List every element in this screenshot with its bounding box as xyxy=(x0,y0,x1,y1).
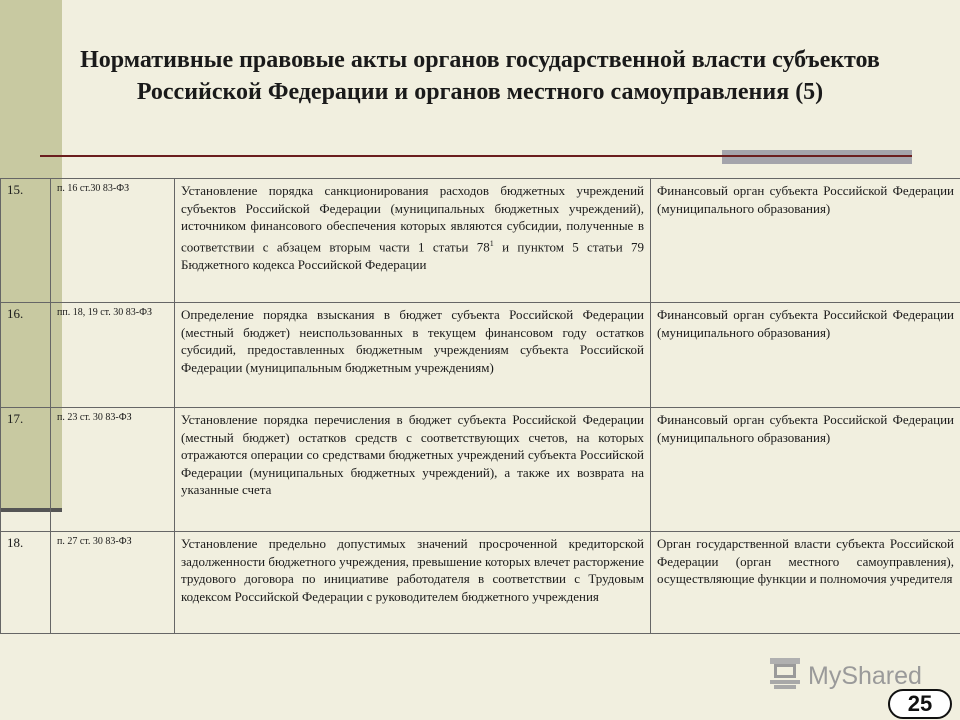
mortarboard-icon xyxy=(768,656,802,697)
table-row xyxy=(1,408,960,532)
act-description: Установление порядка перечисления в бюджет субъекта Российской Федерации (местный бюджет) остатков средств с соответствующих счетов, на которых отражаются операции со средствами бюджетных учреждений субъекта Российской Федерации (муниципальных бюджетных учреждений), а также их возврата на указанные счета xyxy=(175,408,651,532)
act-description-part: Установление порядка санкционирования расходов бюджетных учреждений субъектов Российской Федерации (муниципальных бюджетных учреждений), источником финансового обеспечения которых являются субсидии, полученные в соответствии с абзацем вторым части 1 статьи 78 xyxy=(181,183,644,255)
row-number: 16. xyxy=(1,303,51,408)
row-number: 18. xyxy=(1,532,51,634)
act-description: Определение порядка взыскания в бюджет субъекта Российской Федерации (местный бюджет) неиспользованных в текущем финансовом году остатков субсидий, предоставленных бюджетным учреждениям субъекта Российской Федерации (муниципальным бюджетным учреждениям) xyxy=(175,303,651,408)
title-accent-bar xyxy=(722,150,912,164)
responsible-organ: Финансовый орган субъекта Российской Федерации (муниципального образования) xyxy=(651,303,960,408)
superscript: 1 xyxy=(489,238,494,248)
page-number-badge: 25 xyxy=(888,689,952,719)
act-description xyxy=(175,179,651,303)
table-row xyxy=(1,532,960,634)
watermark-text: MyShared xyxy=(808,661,922,690)
law-reference: пп. 18, 19 ст. 30 83-ФЗ xyxy=(51,303,175,408)
act-description-part: и пунктом 5 статьи 79 Бюджетного кодекса Российской Федерации xyxy=(181,239,644,272)
acts-table xyxy=(0,178,960,634)
table-row xyxy=(1,303,960,408)
responsible-organ: Орган государственной власти субъекта Российской Федерации (орган местного самоуправления), осуществляющие функции и полномочия учредителя xyxy=(651,532,960,634)
table-row xyxy=(1,179,960,303)
law-reference: п. 23 ст. 30 83-ФЗ xyxy=(51,408,175,532)
law-reference: п. 27 ст. 30 83-ФЗ xyxy=(51,532,175,634)
row-number: 15. xyxy=(1,179,51,303)
responsible-organ: Финансовый орган субъекта Российской Федерации (муниципального образования) xyxy=(651,408,960,532)
act-description: Установление предельно допустимых значений просроченной кредиторской задолженности бюджетного учреждения, превышение которых влечет расторжение трудового договора по инициативе работодателя в соответствии с Трудовым кодексом Российской Федерации с руководителем бюджетного учреждения xyxy=(175,532,651,634)
slide-title: Нормативные правовые акты органов государственной власти субъектов Российской Федерации и органов местного самоуправления (5) xyxy=(80,47,880,105)
law-reference: п. 16 ст.30 83-ФЗ xyxy=(51,179,175,303)
responsible-organ: Финансовый орган субъекта Российской Федерации (муниципального образования) xyxy=(651,179,960,303)
row-number: 17. xyxy=(1,408,51,532)
